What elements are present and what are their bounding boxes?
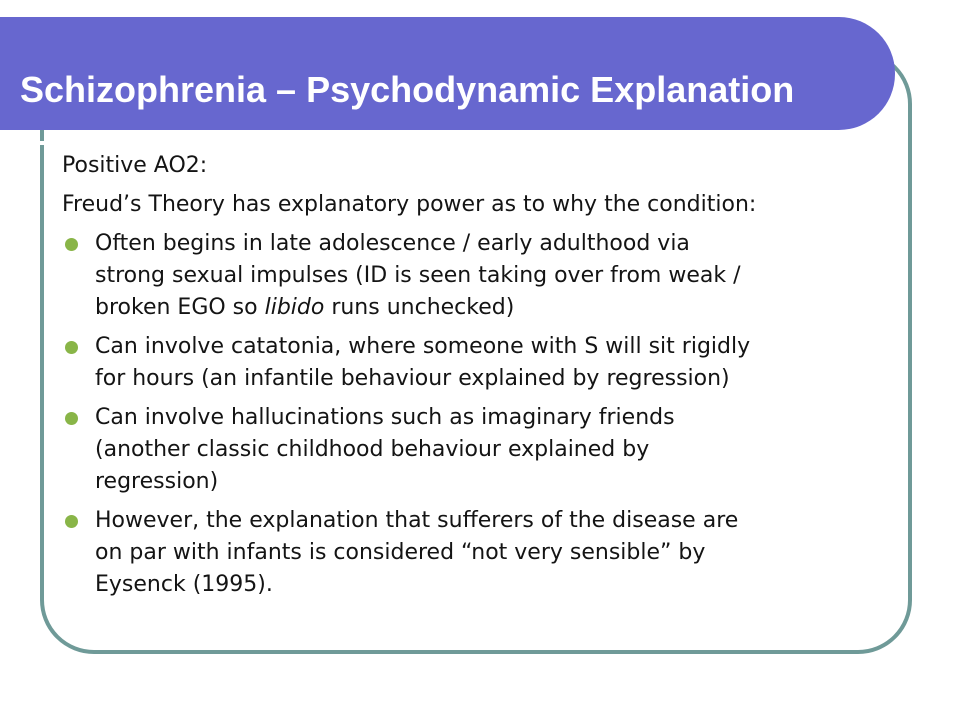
bullet-dot-icon bbox=[65, 515, 78, 528]
bullet-text: broken EGO so bbox=[95, 295, 265, 320]
intro-text: Freud’s Theory has explanatory power as to why the condition: bbox=[62, 192, 757, 217]
slide-body bbox=[62, 150, 902, 608]
bullet-dot-icon bbox=[65, 238, 78, 251]
section-heading: Positive AO2: bbox=[62, 153, 208, 178]
bullet-item bbox=[62, 228, 902, 324]
slide-title: Schizophrenia – Psychodynamic Explanation bbox=[20, 69, 795, 110]
bullet-line bbox=[95, 292, 902, 324]
bullet-line: Can involve catatonia, where someone with S will sit rigidly bbox=[95, 334, 751, 359]
bullet-line: Eysenck (1995). bbox=[95, 572, 273, 597]
bullet-line: for hours (an infantile behaviour explained by regression) bbox=[95, 366, 730, 391]
libido-term: libido bbox=[264, 295, 325, 320]
bullet-line: regression) bbox=[95, 469, 219, 494]
bullet-item bbox=[62, 505, 902, 601]
bullet-item bbox=[62, 331, 902, 395]
bullet-list bbox=[62, 228, 902, 601]
bullet-line: (another classic childhood behaviour explained by bbox=[95, 437, 650, 462]
bullet-line: strong sexual impulses (ID is seen taking over from weak / bbox=[95, 263, 741, 288]
title-underline bbox=[0, 141, 848, 145]
title-band bbox=[0, 17, 895, 130]
bullet-line: Can involve hallucinations such as imaginary friends bbox=[95, 405, 675, 430]
bullet-line: However, the explanation that sufferers of the disease are bbox=[95, 508, 739, 533]
bullet-dot-icon bbox=[65, 412, 78, 425]
bullet-line: Often begins in late adolescence / early adulthood via bbox=[95, 231, 690, 256]
bullet-item bbox=[62, 402, 902, 498]
bullet-text: runs unchecked) bbox=[324, 295, 515, 320]
bullet-line: on par with infants is considered “not very sensible” by bbox=[95, 540, 706, 565]
bullet-dot-icon bbox=[65, 341, 78, 354]
